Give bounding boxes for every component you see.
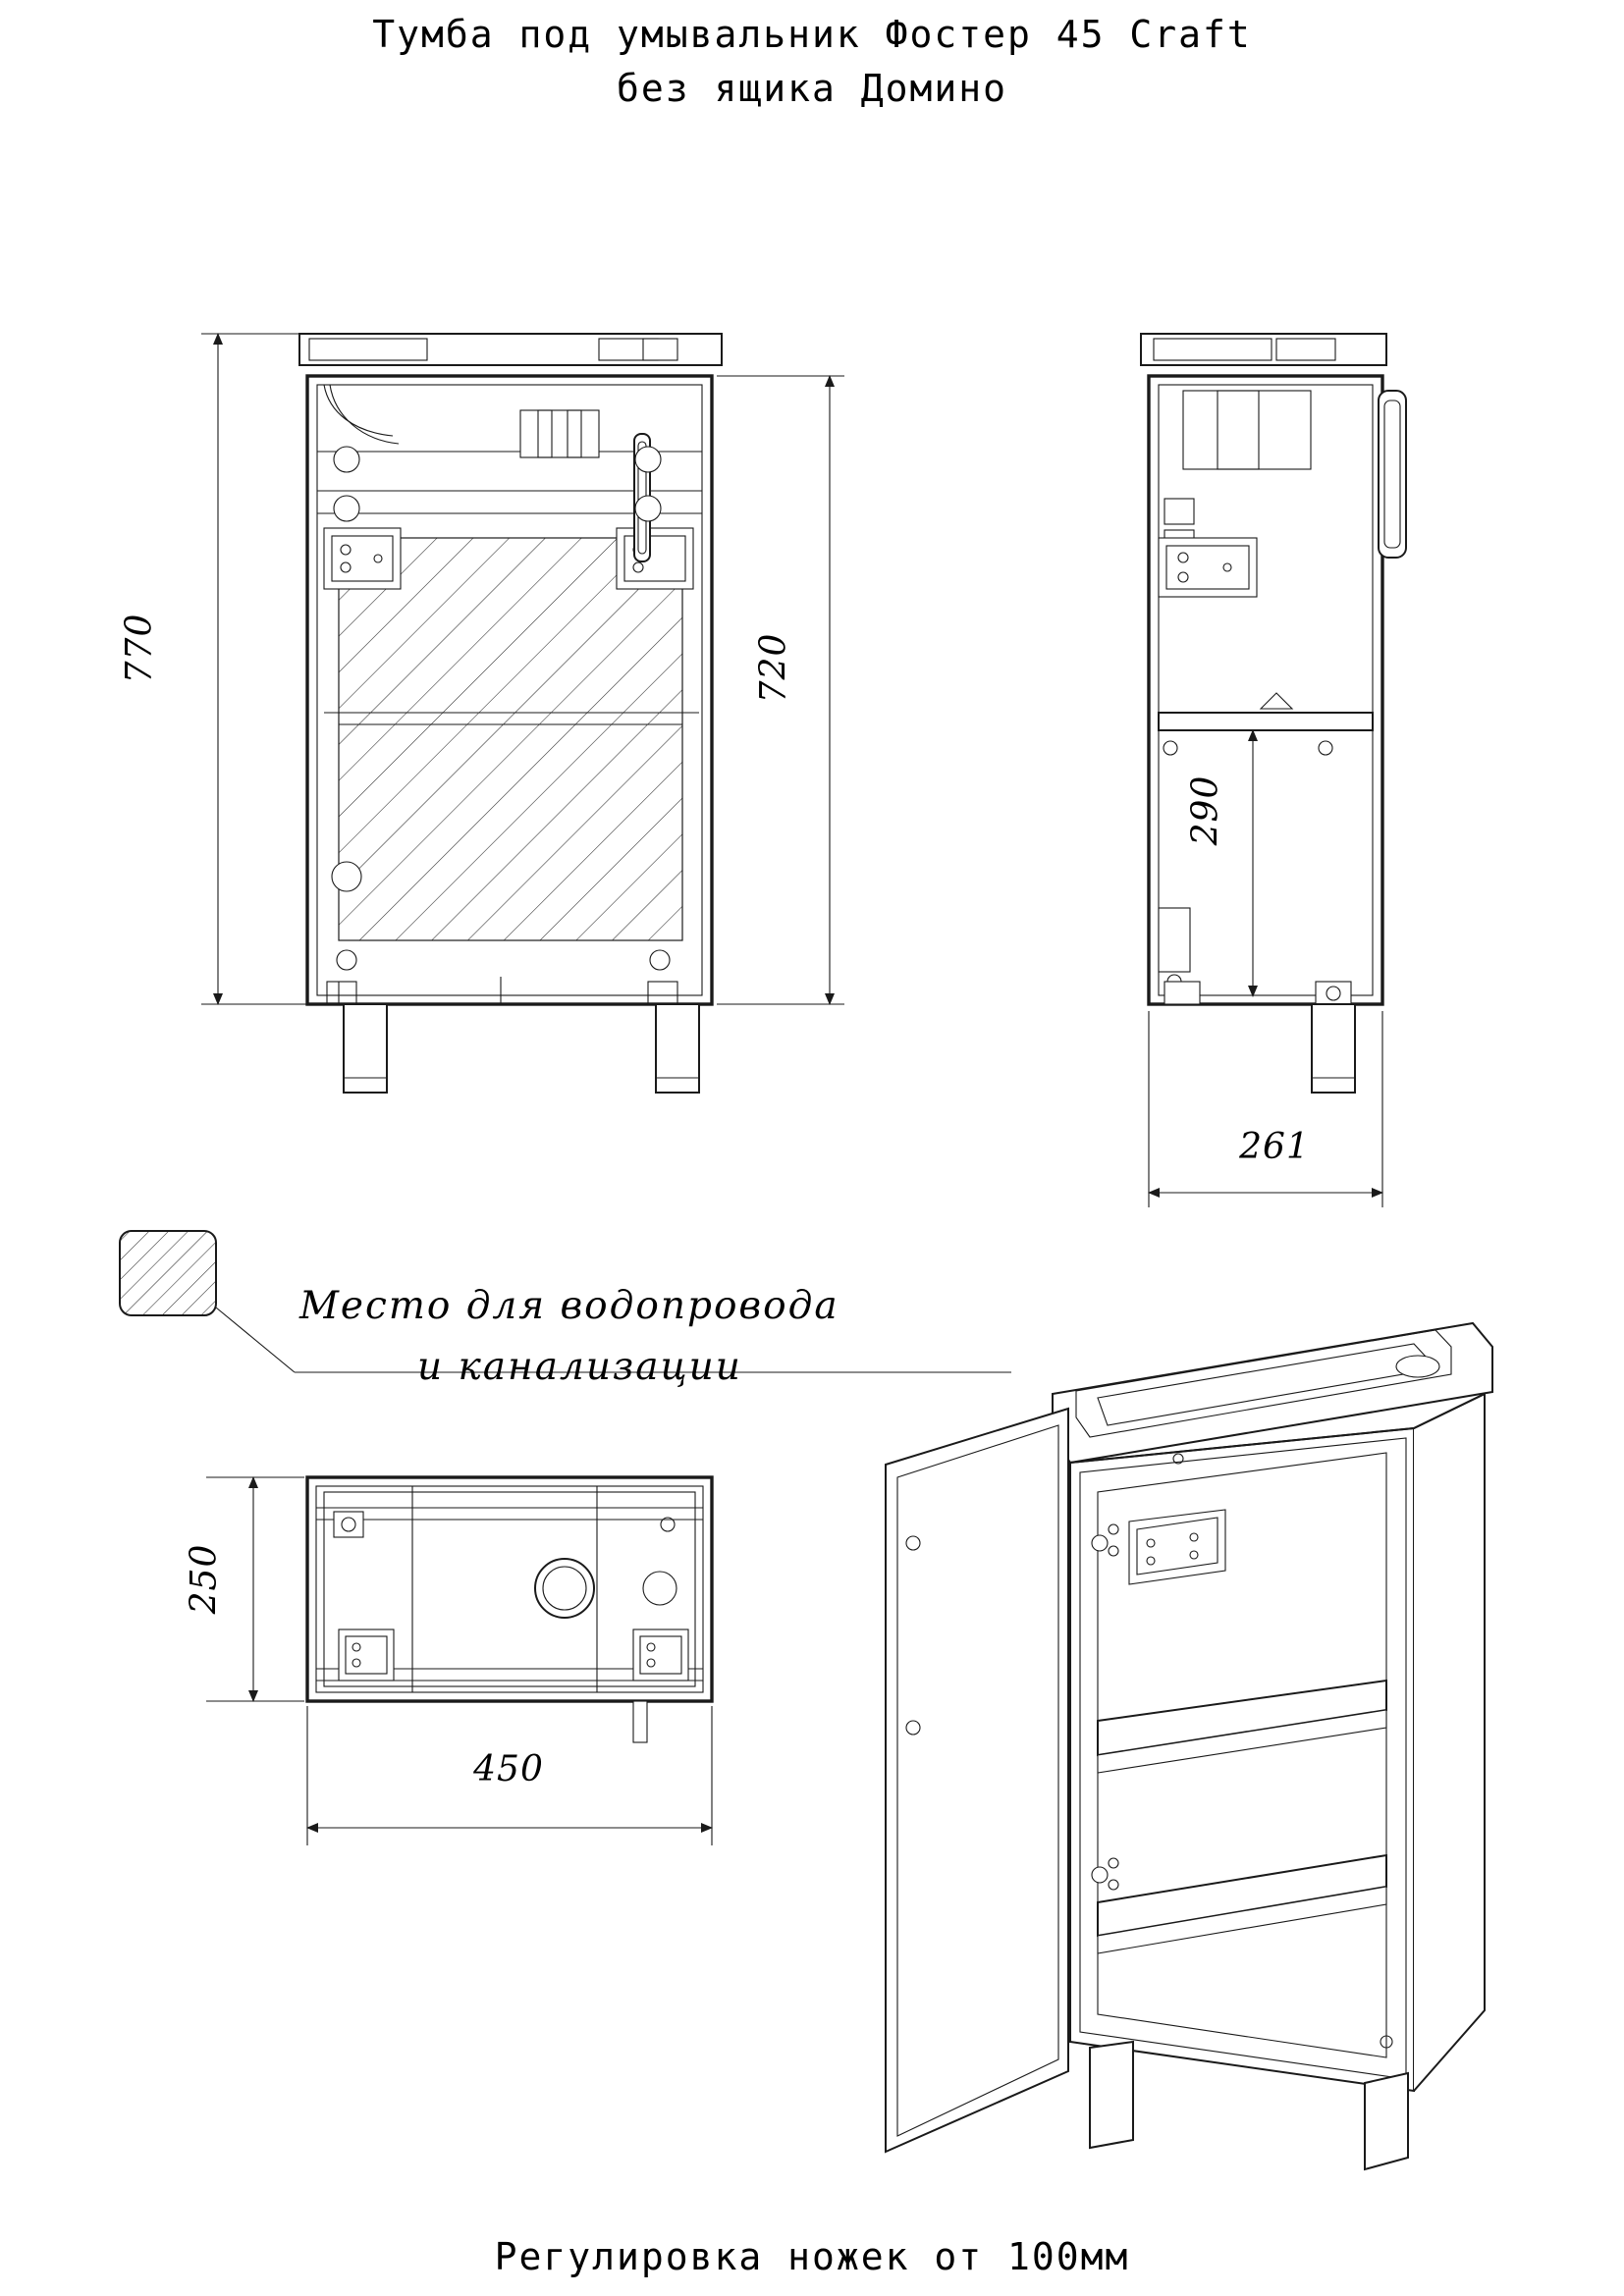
front-view	[201, 334, 844, 1093]
title-line-2: без ящика Домино	[616, 67, 1008, 111]
dimension-inner-height: 290	[1185, 774, 1226, 846]
top-view	[206, 1477, 712, 1845]
footer-note: Регулировка ножек от 100мм	[494, 2235, 1130, 2278]
dimension-top-depth: 250	[184, 1543, 225, 1615]
plumbing-annotation-line-1: Место для водопровода	[299, 1284, 839, 1328]
side-view	[1141, 334, 1406, 1207]
dimension-body-height: 720	[753, 632, 794, 704]
dimension-depth: 261	[1239, 1127, 1310, 1167]
plumbing-annotation	[299, 1276, 839, 1399]
dimension-top-width: 450	[473, 1749, 544, 1789]
title-line-1: Тумба под умывальник Фостер 45 Craft	[372, 13, 1252, 56]
dimension-front-height: 770	[119, 613, 160, 684]
plumbing-annotation-line-2: и канализации	[417, 1345, 742, 1390]
isometric-view	[886, 1323, 1492, 2169]
